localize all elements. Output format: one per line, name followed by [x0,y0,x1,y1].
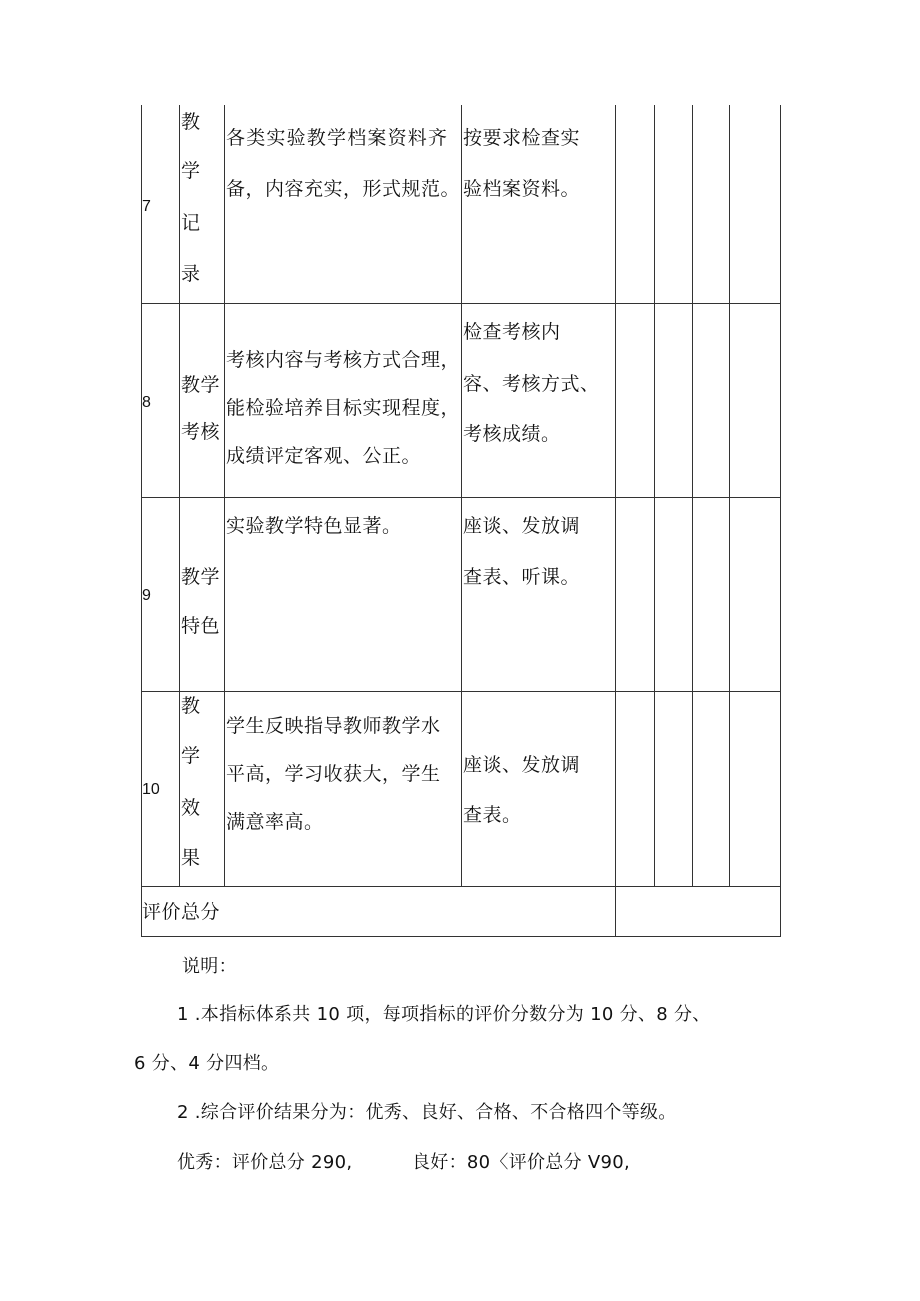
category-text: 考核 [181,421,221,443]
category-text: 教学 [181,374,221,396]
note-item-1-continued: 6 分、4 分四档。 [134,1053,280,1074]
row-number: 9 [142,587,151,604]
col-divider-no [179,105,180,886]
grade-excellent: 优秀：评价总分 290, [177,1152,353,1173]
note-item-1: 1 .本指标体系共 10 项，每项指标的评价分数分为 10 分、8 分、 [177,1004,711,1025]
notes-title: 说明： [182,956,237,977]
category-text: 特色 [181,615,221,637]
standard-text: 能检验培养目标实现程度， [226,397,461,419]
standard-text: 各类实验教学档案资料齐 [226,127,449,149]
col-divider-method [615,105,616,937]
standard-text: 实验教学特色显著。 [226,515,402,537]
standard-text: 成绩评定客观、公正。 [226,445,422,467]
method-text: 容、考核方式、 [463,373,600,395]
col-divider-category [224,105,225,886]
standard-text: 考核内容与考核方式合理， [226,349,461,371]
category-char: 学 [181,160,201,182]
category-char: 录 [181,263,201,285]
method-text: 座谈、发放调 [463,515,581,537]
standard-text: 满意率高。 [226,811,324,833]
standard-text: 学生反映指导教师教学水 [226,715,441,737]
method-text: 查表、听课。 [463,566,581,588]
row-number: 8 [142,394,151,411]
method-text: 座谈、发放调 [463,754,581,776]
col-divider-score-1 [654,105,655,886]
row-number: 7 [142,198,151,215]
category-char: 教 [181,111,201,133]
method-text: 查表。 [463,804,522,826]
category-text: 教学 [181,566,221,588]
total-score-label: 评价总分 [142,901,221,923]
col-divider-standard [461,105,462,886]
row-divider-8-9 [141,497,781,498]
note-item-2: 2 .综合评价结果分为：优秀、良好、合格、不合格四个等级。 [177,1102,677,1123]
method-text: 考核成绩。 [463,423,561,445]
row-divider-10-total [141,886,781,887]
standard-text: 备，内容充实，形式规范。 [226,178,461,200]
row-divider-9-10 [141,691,781,692]
category-char: 教 [181,695,201,717]
category-char: 学 [181,745,201,767]
method-text: 验档案资料。 [463,178,581,200]
method-text: 检查考核内 [463,321,561,343]
row-number: 10 [142,781,160,798]
row-divider-7-8 [141,303,781,304]
method-text: 按要求检查实 [463,127,581,149]
table-border-bottom [141,936,781,937]
col-divider-score-2 [692,105,693,886]
category-char: 效 [181,797,201,819]
table-border-left [141,105,142,937]
standard-text: 平高，学习收获大，学生 [226,763,441,785]
category-char: 记 [181,212,201,234]
grade-good: 良好：80〈评价总分 V90, [412,1152,631,1173]
table-border-right [780,105,781,937]
category-char: 果 [181,847,201,869]
col-divider-score-3 [729,105,730,886]
